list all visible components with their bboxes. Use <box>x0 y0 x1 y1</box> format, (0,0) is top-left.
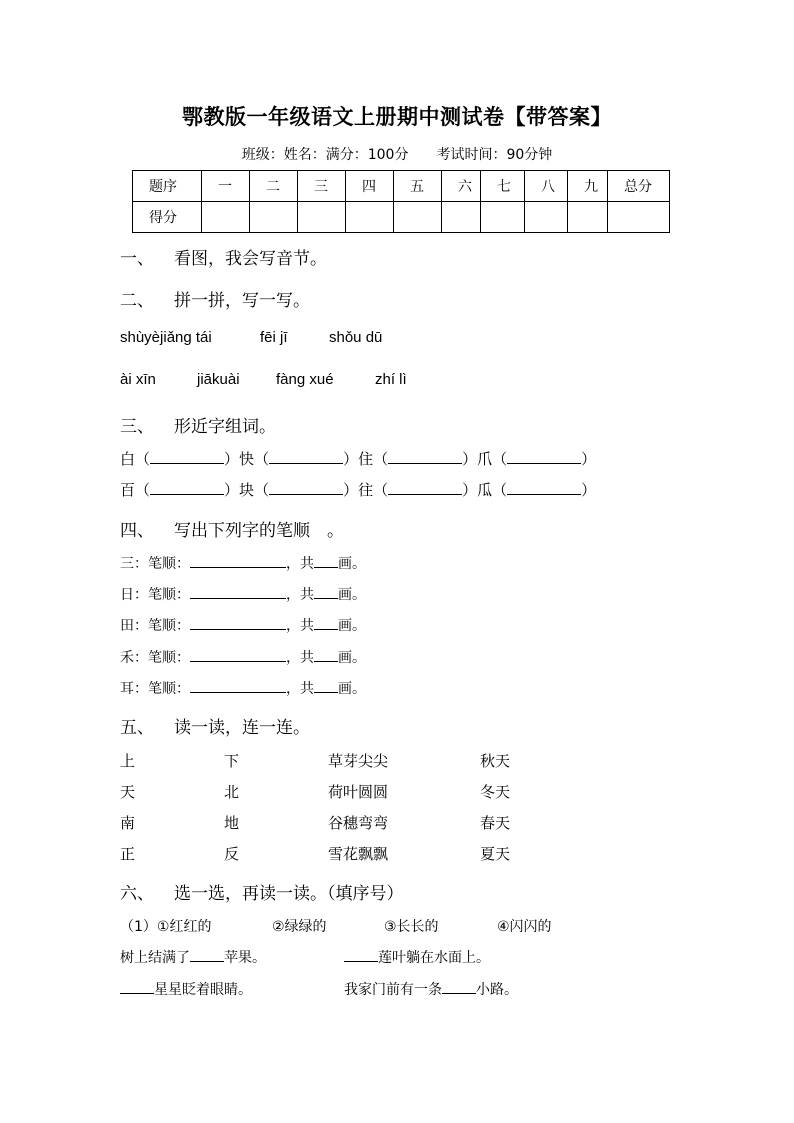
page-title: 鄂教版一年级语文上册期中测试卷【带答案】 <box>182 104 612 129</box>
choice-option: ③长长的 <box>384 919 439 935</box>
exam-info: 班级：姓名：满分：100分 考试时间：90分钟 <box>241 147 553 163</box>
section-heading-5: 五、 读一读，连一连。 <box>120 718 310 738</box>
pinyin-item: zhí lì <box>375 371 407 388</box>
connect-word[interactable]: 天 <box>120 783 136 801</box>
pinyin-item: ài xīn <box>120 371 156 388</box>
section-heading-4: 四、 写出下列字的笔顺 。 <box>120 521 344 541</box>
score-header-cell: 四 <box>346 171 394 202</box>
connect-word[interactable]: 荷叶圆圆 <box>328 783 389 801</box>
score-header-cell: 总分 <box>608 171 670 202</box>
score-cell[interactable] <box>481 202 525 233</box>
count-blank[interactable] <box>314 585 338 599</box>
score-cell[interactable] <box>298 202 346 233</box>
connect-word[interactable]: 北 <box>224 783 240 801</box>
section-heading-2: 二、 拼一拼，写一写。 <box>120 291 310 311</box>
section-heading-6: 六、 选一选，再读一读。（填序号） <box>120 884 404 904</box>
score-cell[interactable] <box>608 202 670 233</box>
answer-blank[interactable] <box>442 980 476 994</box>
char: 块 <box>239 481 255 499</box>
choice-option: ④闪闪的 <box>497 919 552 935</box>
connect-word[interactable]: 南 <box>120 814 136 832</box>
choice-option: ②绿绿的 <box>272 919 327 935</box>
fill-sentence: 星星眨着眼睛。 <box>120 979 252 999</box>
score-header-cell: 一 <box>202 171 250 202</box>
score-header-cell: 三 <box>298 171 346 202</box>
section-heading-1: 一、 看图，我会写音节。 <box>120 249 327 269</box>
char: 瓜 <box>477 481 493 499</box>
word-blank[interactable] <box>388 450 462 464</box>
char: 快 <box>239 450 255 468</box>
count-blank[interactable] <box>314 679 338 693</box>
word-blank[interactable] <box>269 481 343 495</box>
pinyin-item: shùyèjiǎng tái <box>120 329 212 346</box>
connect-word[interactable]: 草芽尖尖 <box>328 752 389 770</box>
score-header-cell: 六 <box>442 171 481 202</box>
stroke-blank[interactable] <box>190 679 286 693</box>
score-cell[interactable] <box>442 202 481 233</box>
char: 往 <box>358 481 374 499</box>
score-header-cell: 二 <box>250 171 298 202</box>
answer-blank[interactable] <box>344 948 378 962</box>
count-blank[interactable] <box>314 648 338 662</box>
pinyin-item: jiākuài <box>197 371 240 388</box>
stroke-order-row: 耳：笔顺： ，共 画。 <box>120 681 366 697</box>
stroke-order-row: 日：笔顺： ，共 画。 <box>120 587 366 603</box>
stroke-order-row: 三：笔顺： ，共 画。 <box>120 556 366 572</box>
count-blank[interactable] <box>314 616 338 630</box>
connect-word[interactable]: 反 <box>224 845 240 863</box>
stroke-blank[interactable] <box>190 554 286 568</box>
fill-sentence: 莲叶躺在水面上。 <box>344 947 490 967</box>
connect-word[interactable]: 雪花飘飘 <box>328 845 389 863</box>
word-blank[interactable] <box>388 481 462 495</box>
answer-blank[interactable] <box>120 980 154 994</box>
char: 住 <box>358 450 374 468</box>
connect-word[interactable]: 冬天 <box>480 783 511 801</box>
word-blank[interactable] <box>507 450 581 464</box>
connect-word[interactable]: 地 <box>224 814 240 832</box>
section-heading-3: 三、 形近字组词。 <box>120 417 276 437</box>
word-blank[interactable] <box>507 481 581 495</box>
char: 白 <box>120 450 136 468</box>
pinyin-item: fàng xué <box>276 371 334 388</box>
connect-word[interactable]: 谷穗弯弯 <box>328 814 389 832</box>
word-blank[interactable] <box>150 450 224 464</box>
score-cell[interactable] <box>346 202 394 233</box>
score-table-score-row <box>133 202 670 233</box>
score-cell[interactable] <box>525 202 568 233</box>
score-header-cell: 题序 <box>133 171 202 202</box>
count-blank[interactable] <box>314 554 338 568</box>
pinyin-item: shǒu dū <box>329 329 383 346</box>
connect-word[interactable]: 夏天 <box>480 845 511 863</box>
score-cell[interactable] <box>394 202 442 233</box>
score-table-header-row <box>133 171 670 202</box>
choice-option: （1）①红红的 <box>120 919 212 935</box>
char: 爪 <box>477 450 493 468</box>
char: 百 <box>120 481 136 499</box>
score-cell[interactable] <box>250 202 298 233</box>
similar-chars-row-2: 百（ ）块（ ）往（ ）瓜（ ） <box>120 481 597 499</box>
score-header-cell: 八 <box>525 171 568 202</box>
score-header-cell: 五 <box>394 171 442 202</box>
connect-word[interactable]: 秋天 <box>480 752 511 770</box>
score-table <box>132 170 670 233</box>
score-cell[interactable] <box>202 202 250 233</box>
answer-blank[interactable] <box>190 948 224 962</box>
score-cell[interactable] <box>568 202 608 233</box>
fill-sentence: 树上结满了 苹果。 <box>120 950 266 966</box>
word-blank[interactable] <box>269 450 343 464</box>
connect-word[interactable]: 春天 <box>480 814 511 832</box>
score-header-cell: 九 <box>568 171 608 202</box>
stroke-order-row: 禾：笔顺： ，共 画。 <box>120 650 366 666</box>
stroke-blank[interactable] <box>190 585 286 599</box>
pinyin-item: fēi jī <box>260 329 288 346</box>
connect-word[interactable]: 下 <box>224 752 240 770</box>
connect-word[interactable]: 正 <box>120 845 136 863</box>
connect-word[interactable]: 上 <box>120 752 136 770</box>
similar-chars-row-1: 白（ ）快（ ）住（ ）爪（ ） <box>120 450 597 468</box>
stroke-blank[interactable] <box>190 616 286 630</box>
word-blank[interactable] <box>150 481 224 495</box>
stroke-blank[interactable] <box>190 648 286 662</box>
fill-sentence: 我家门前有一条 小路。 <box>344 982 518 998</box>
score-header-cell: 七 <box>481 171 525 202</box>
stroke-order-row: 田：笔顺： ，共 画。 <box>120 618 366 634</box>
score-row-label: 得分 <box>133 202 202 233</box>
